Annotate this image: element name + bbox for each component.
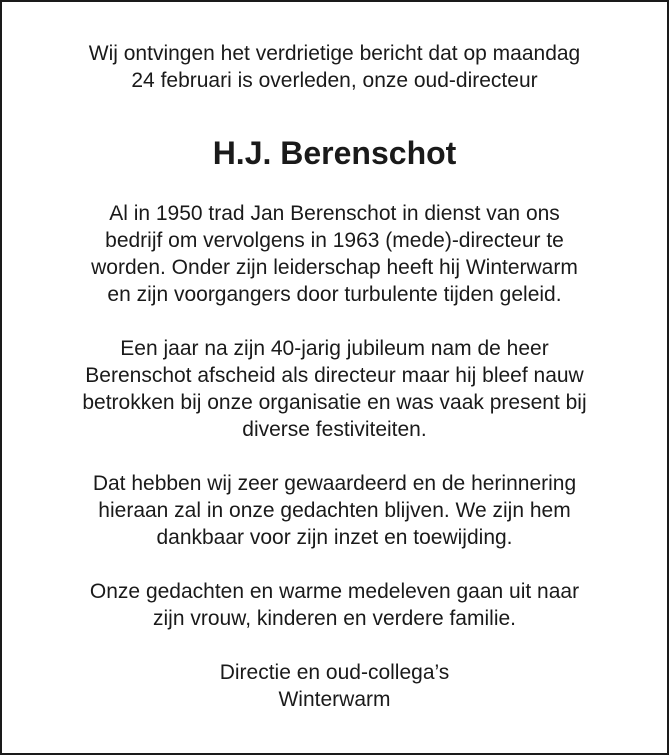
intro-line: Wij ontvingen het verdrietige bericht dat op maandag <box>88 42 581 65</box>
paragraph-condolences <box>22 578 647 632</box>
intro-text <box>22 40 647 94</box>
paragraph-line: bedrijf om vervolgens in 1963 (mede)-directeur te <box>105 229 564 252</box>
paragraph-line: zijn vrouw, kinderen en verdere familie. <box>152 607 516 630</box>
paragraph-line: Onze gedachten en warme medeleven gaan uit naar <box>89 580 580 603</box>
paragraph-line: betrokken bij onze organisatie en was vaak present bij <box>82 391 587 414</box>
signature <box>22 659 647 713</box>
paragraph-line: Een jaar na zijn 40-jarig jubileum nam de heer <box>120 337 549 360</box>
paragraph-career <box>22 200 647 308</box>
paragraph-appreciation <box>22 470 647 551</box>
paragraph-line: worden. Onder zijn leiderschap heeft hij Winterwarm <box>91 256 578 279</box>
paragraph-line: dankbaar voor zijn inzet en toewijding. <box>156 526 513 549</box>
paragraph-line: en zijn voorgangers door turbulente tijden geleid. <box>107 283 562 306</box>
paragraph-line: Dat hebben wij zeer gewaardeerd en de herinnering <box>92 472 577 495</box>
signature-line: Directie en oud-collega’s <box>219 661 450 684</box>
paragraph-farewell <box>22 335 647 443</box>
deceased-name: H.J. Berenschot <box>212 135 457 171</box>
paragraph-line: diverse festiviteiten. <box>242 418 427 441</box>
signature-line: Winterwarm <box>278 688 391 711</box>
paragraph-line: hieraan zal in onze gedachten blijven. We zijn hem <box>98 499 571 522</box>
paragraph-line: Al in 1950 trad Jan Berenschot in dienst van ons <box>109 202 560 225</box>
intro-line: 24 februari is overleden, onze oud-directeur <box>131 69 538 92</box>
paragraph-line: Berenschot afscheid als directeur maar hij bleef nauw <box>85 364 584 387</box>
